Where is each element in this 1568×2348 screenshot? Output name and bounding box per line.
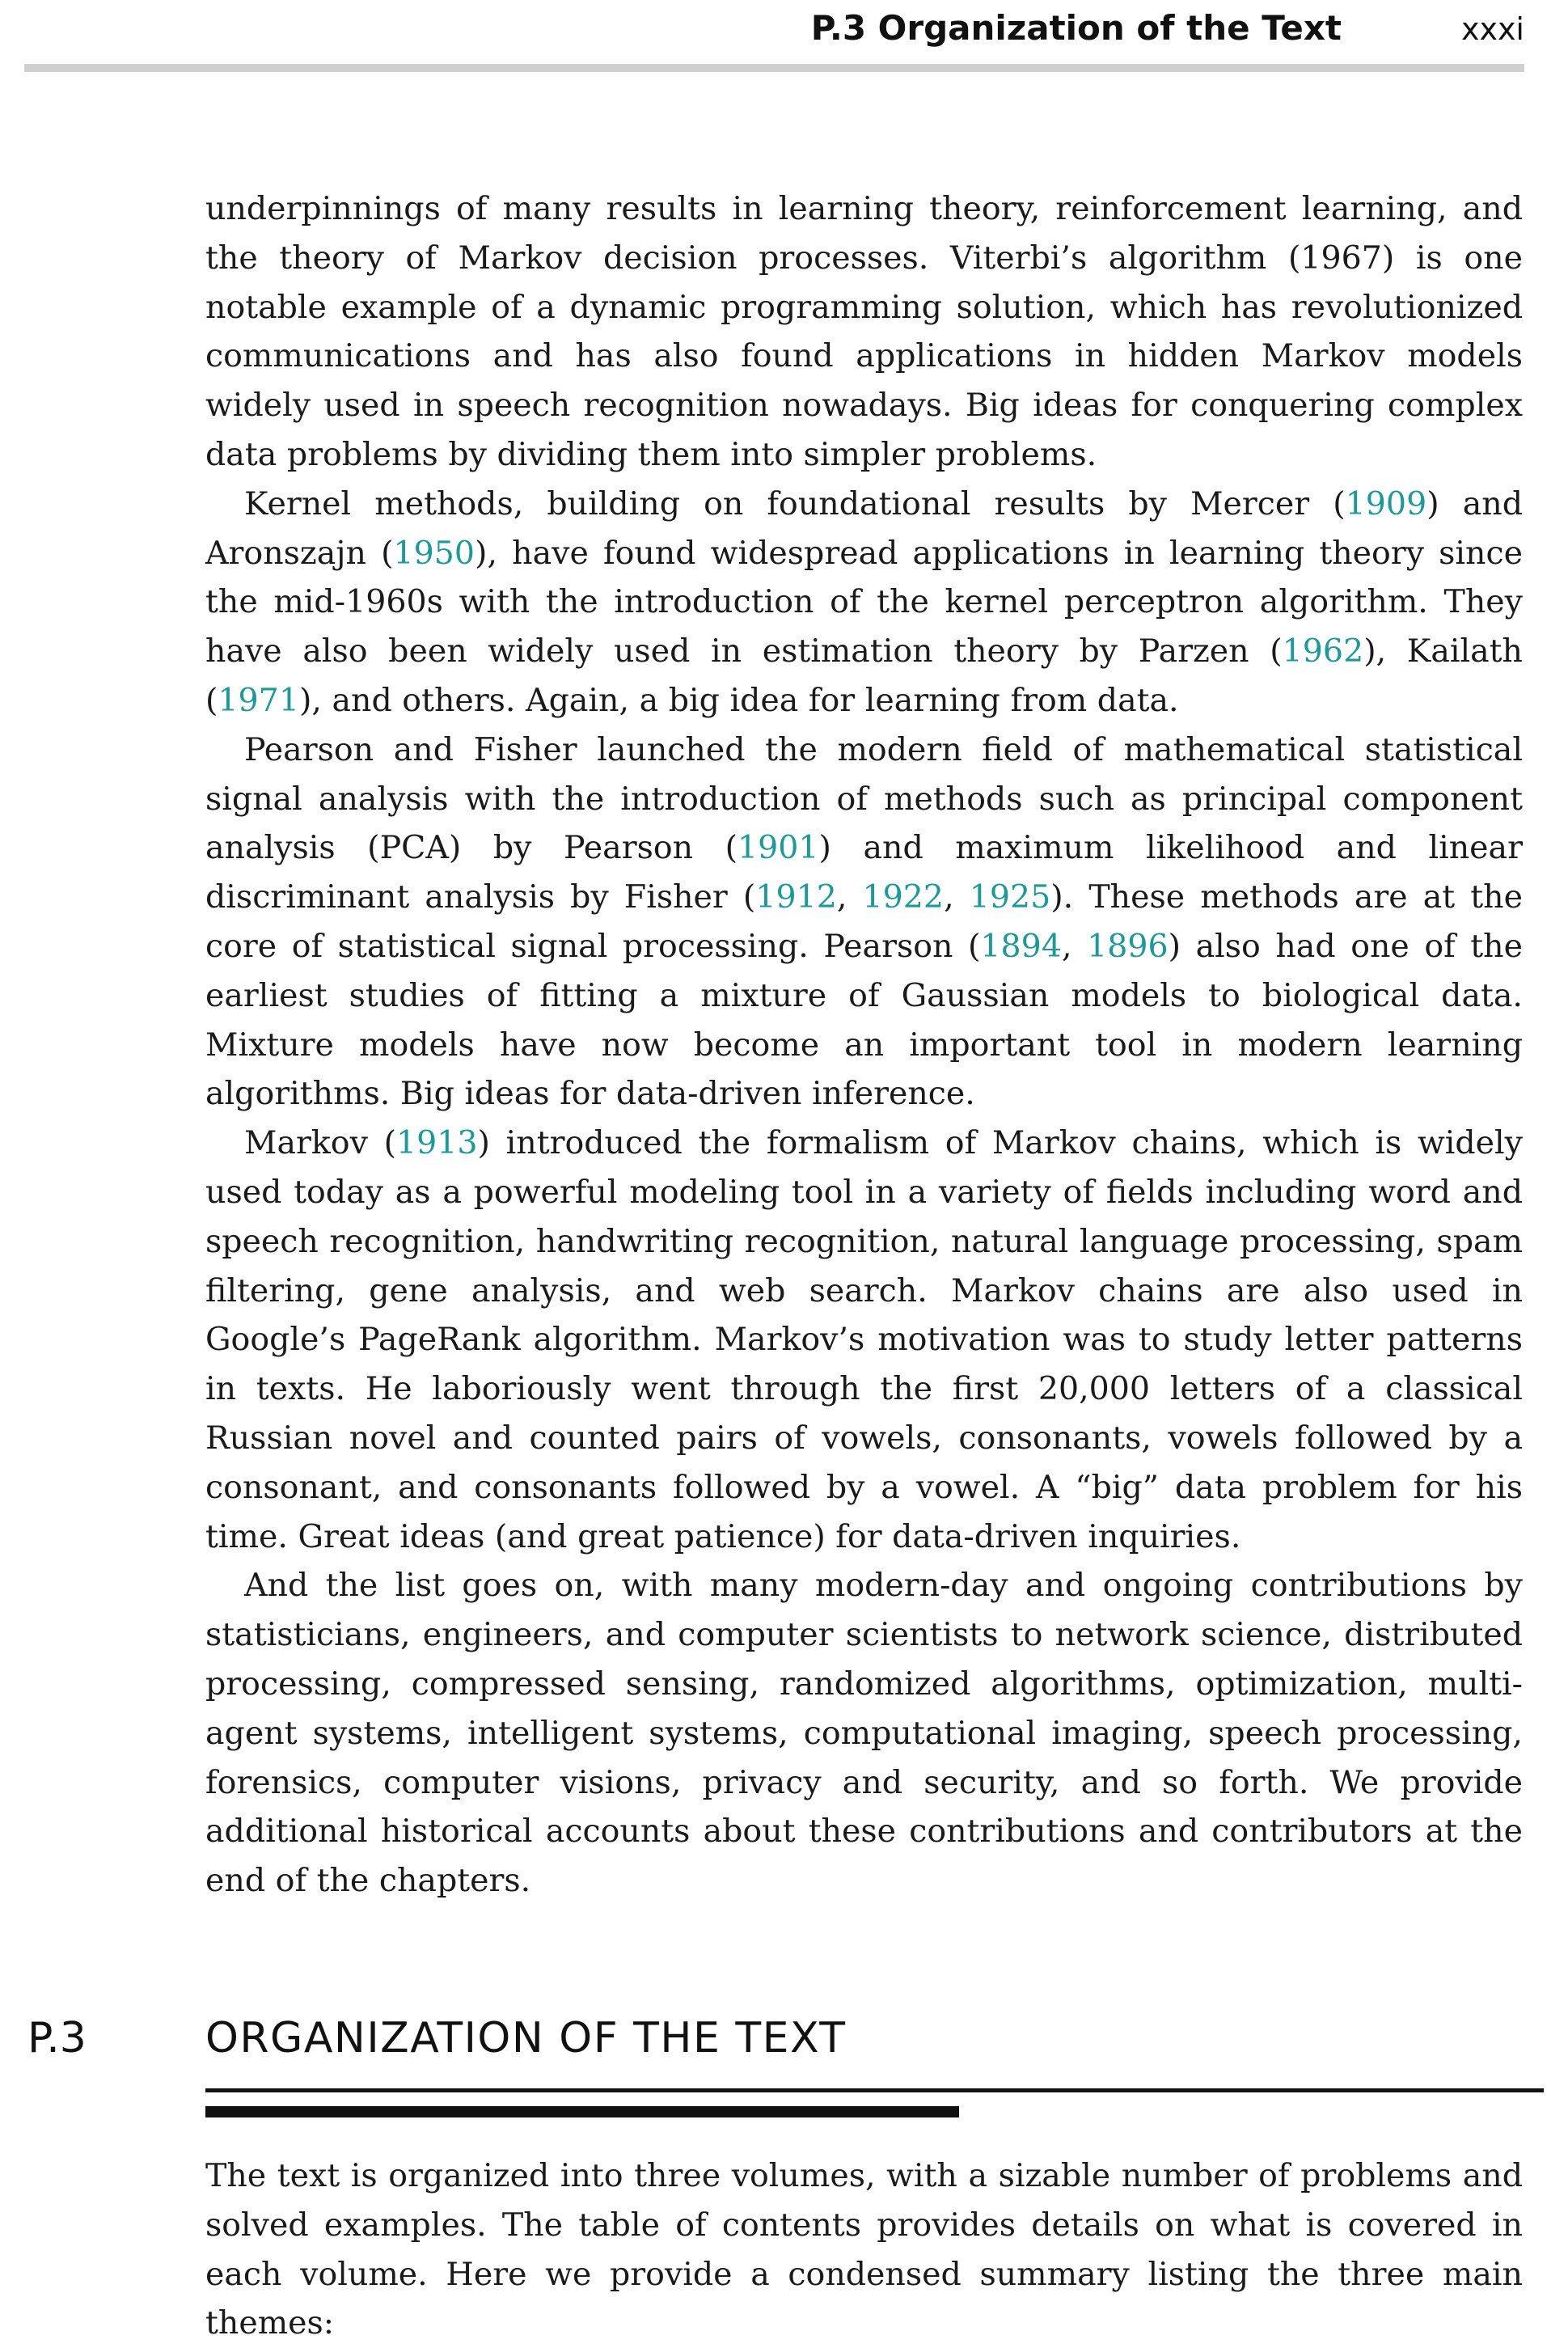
paragraph-markov	[205, 1119, 1523, 1561]
citation-link[interactable]: 1913	[396, 1124, 478, 1162]
section-title: ORGANIZATION OF THE TEXT	[205, 2014, 847, 2062]
text-run: ) introduced the formalism of Markov chains, which is widely used today as a powerful modeling tool in a variety of fields including word and speech recognition, handwriting recognition, natural language processing, spam filtering, gene analysis, and web search. Markov chains are also used in Google’s PageRank algorithm. Markov’s motivation was to study letter patterns in texts. He laboriously went through the first 20,000 letters of a classical Russian novel and counted pairs of vowels, consonants, vowels followed by a consonant, and consonants followed by a vowel. A “big” data problem for his time. Great ideas (and great patience) for data-driven inquiries.	[205, 1124, 1523, 1555]
paragraph-kernel-methods	[205, 480, 1523, 726]
section-intro	[205, 2151, 1523, 2348]
text-run: ,	[1061, 927, 1088, 965]
text-run: ) also had one of the earliest studies of fitting a mixture of Gaussian models to biological data. Mixture models have now become an important tool in modern learning algorithms. Big ideas for data-driven inference.	[205, 927, 1524, 1113]
text-run: ) and Aronszajn (	[205, 484, 1523, 572]
text-run: Kernel methods, building on foundational results by Mercer (	[244, 484, 1346, 522]
citation-link[interactable]: 1971	[218, 681, 299, 719]
section-heading	[0, 2014, 1568, 2127]
section-number: P.3	[27, 2014, 87, 2062]
text-run: ,	[836, 878, 863, 916]
citation-link[interactable]: 1925	[969, 878, 1051, 916]
citation-link[interactable]: 1922	[862, 878, 945, 916]
citation-link[interactable]: 1962	[1282, 632, 1364, 671]
body-text	[205, 184, 1523, 1906]
section-rule-thin	[205, 2088, 1544, 2092]
citation-link[interactable]: 1912	[755, 878, 837, 916]
citation-link[interactable]: 1901	[738, 829, 819, 867]
paragraph-organization: The text is organized into three volumes, with a sizable number of problems and solved examples. The table of contents provides details on what is covered in each volume. Here we provide a condensed summary listing the three main themes:	[205, 2157, 1523, 2342]
text-run: ,	[944, 878, 970, 916]
text-run: ), and others. Again, a big idea for learning from data.	[298, 681, 1179, 719]
citation-link[interactable]: 1896	[1087, 927, 1169, 965]
section-rule-thick	[205, 2106, 959, 2117]
text-run: ) and maximum likelihood and linear discriminant analysis by Fisher (	[205, 829, 1523, 916]
paragraph-viterbi: underpinnings of many results in learning theory, reinforcement learning, and the theory of Markov decision processes. Viterbi’s algorithm (1967) is one notable example of a dynamic programming solution, which has revolutionized communications and has also found applications in hidden Markov models widely used in speech recognition nowadays. Big ideas for conquering complex data problems by dividing them into simpler problems.	[205, 190, 1523, 473]
citation-link[interactable]: 1950	[393, 534, 475, 572]
text-run: ), have found widespread applications in learning theory since the mid-1960s with the introduction of the kernel perceptron algorithm. They have also been widely used in estimation theory by Parzen (	[205, 534, 1523, 671]
citation-link[interactable]: 1894	[980, 927, 1062, 965]
running-header	[0, 0, 1568, 74]
running-title: P.3 Organization of the Text	[810, 8, 1342, 48]
text-run: Markov (	[244, 1124, 397, 1162]
header-rule	[24, 64, 1524, 72]
text-run: ). These methods are at the core of statistical signal processing. Pearson (	[205, 878, 1523, 965]
page-number: xxxi	[1460, 11, 1524, 47]
paragraph-contributions: And the list goes on, with many modern-day and ongoing contributions by statisticians, engineers, and computer scientists to network science, distributed processing, compressed sensing, randomized algorithms, optimization, multi-agent systems, intelligent systems, computational imaging, speech processing, forensics, computer visions, privacy and security, and so forth. We provide additional historical accounts about these contributions and contributors at the end of the chapters.	[205, 1567, 1523, 1900]
text-run: Pearson and Fisher launched the modern field of mathematical statistical signal analysis with the introduction of methods such as principal component analysis (PCA) by Pearson (	[205, 730, 1523, 867]
citation-link[interactable]: 1909	[1345, 484, 1427, 522]
text-run: ), Kailath (	[205, 632, 1523, 719]
paragraph-pearson-fisher	[205, 726, 1523, 1119]
